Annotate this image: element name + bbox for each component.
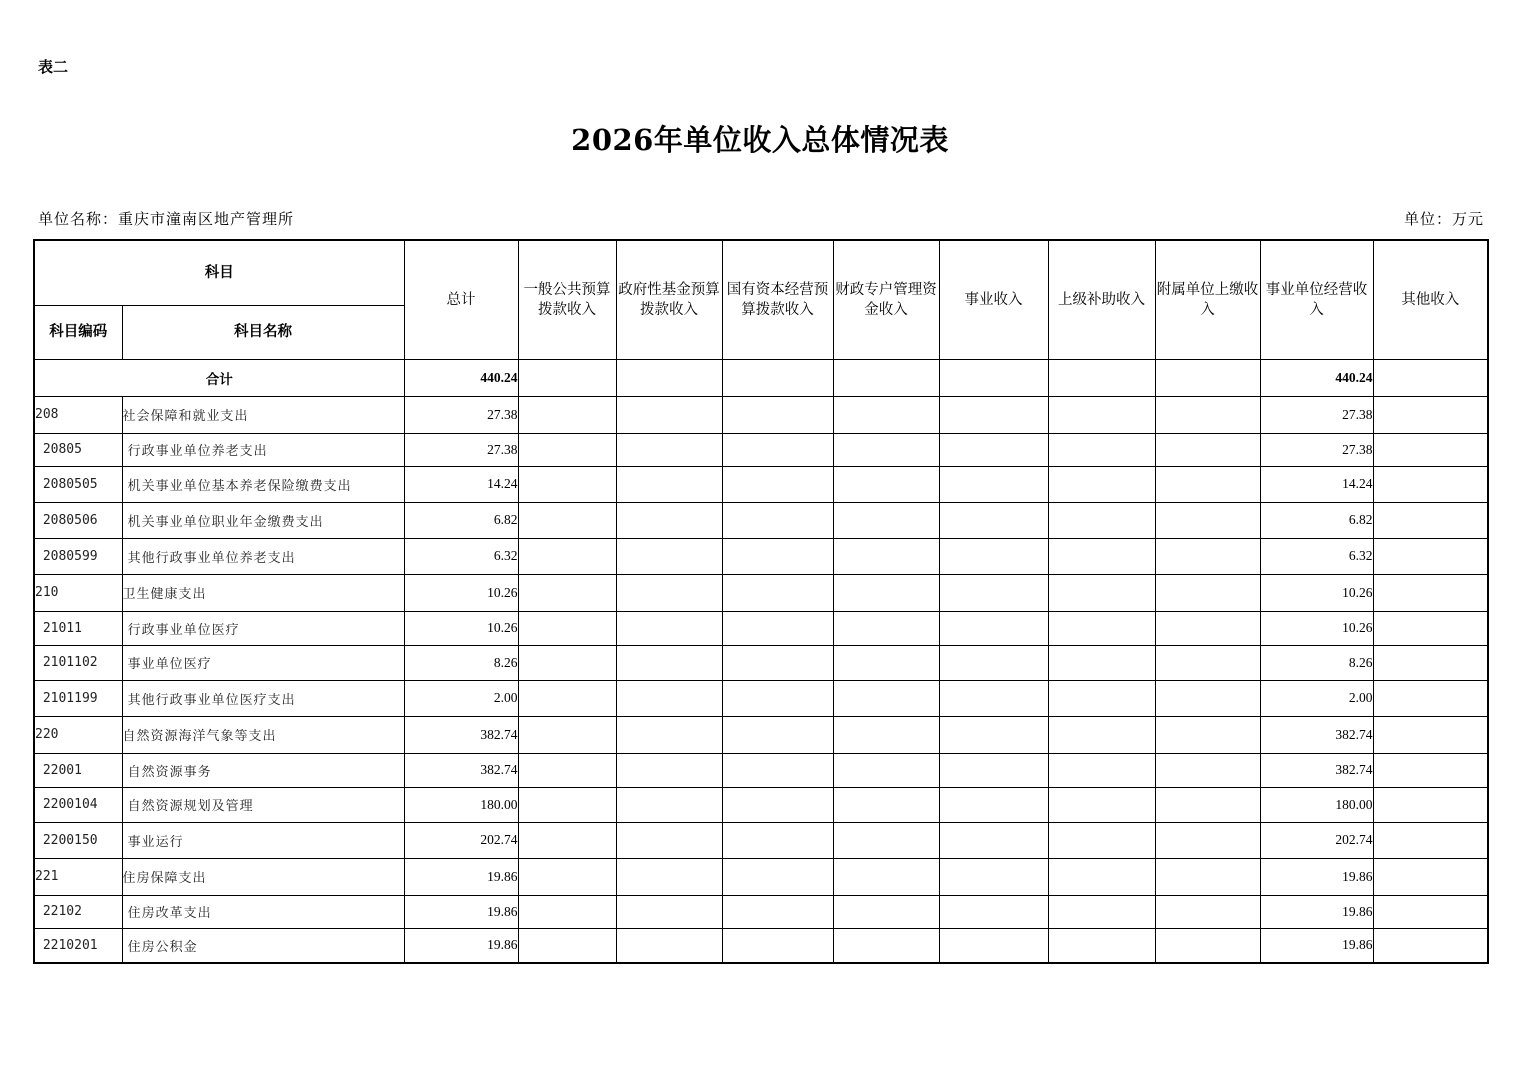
- total-row: [34, 359, 1488, 396]
- business-operation-cell: 14.24: [1260, 466, 1373, 502]
- empty-cell: [833, 822, 939, 858]
- empty-cell: [939, 502, 1048, 538]
- empty-cell: [1155, 645, 1260, 680]
- empty-cell: [722, 822, 833, 858]
- empty-cell: [722, 611, 833, 645]
- empty-cell: [939, 611, 1048, 645]
- empty-cell: [1048, 680, 1155, 716]
- header-gov-fund: 政府性基金预算拨款收入: [616, 240, 722, 359]
- table-row: [34, 611, 1488, 645]
- empty-cell: [1155, 787, 1260, 822]
- empty-cell: [518, 611, 616, 645]
- header-business-operation: 事业单位经营收入: [1260, 240, 1373, 359]
- page-title: 2026年单位收入总体情况表: [571, 123, 949, 157]
- empty-cell: [1048, 538, 1155, 574]
- subject-name-cell: 自然资源事务: [122, 753, 404, 787]
- table-row: [34, 858, 1488, 895]
- empty-cell: [1155, 502, 1260, 538]
- empty-cell: [722, 787, 833, 822]
- total-cell: 27.38: [404, 396, 518, 433]
- empty-cell: [939, 433, 1048, 466]
- total-cell: 202.74: [404, 822, 518, 858]
- business-operation-cell: 382.74: [1260, 716, 1373, 753]
- table-row: [34, 680, 1488, 716]
- empty-cell: [939, 538, 1048, 574]
- business-operation-cell: 382.74: [1260, 753, 1373, 787]
- empty-cell: [722, 753, 833, 787]
- subject-name-cell: 行政事业单位养老支出: [122, 433, 404, 466]
- header-special-account: 财政专户管理资金收入: [833, 240, 939, 359]
- empty-cell: [939, 716, 1048, 753]
- empty-cell: [939, 466, 1048, 502]
- empty-cell: [1048, 466, 1155, 502]
- empty-cell: [722, 858, 833, 895]
- empty-cell: [1048, 822, 1155, 858]
- business-operation-cell: 19.86: [1260, 928, 1373, 963]
- empty-cell: [1048, 396, 1155, 433]
- empty-cell: [1155, 822, 1260, 858]
- subject-name-cell: 住房改革支出: [122, 895, 404, 928]
- subject-name-cell: 自然资源海洋气象等支出: [122, 716, 404, 753]
- empty-cell: [833, 466, 939, 502]
- table-row: [34, 502, 1488, 538]
- table-row: [34, 396, 1488, 433]
- empty-cell: [1048, 433, 1155, 466]
- empty-cell: [1373, 611, 1488, 645]
- total-cell: 6.82: [404, 502, 518, 538]
- empty-cell: [518, 858, 616, 895]
- empty-cell: [1048, 895, 1155, 928]
- total-cell: 180.00: [404, 787, 518, 822]
- subject-code-cell: 221: [34, 858, 122, 895]
- table-row: [34, 538, 1488, 574]
- business-operation-cell: 180.00: [1260, 787, 1373, 822]
- empty-cell: [1048, 858, 1155, 895]
- empty-cell: [1373, 716, 1488, 753]
- empty-cell: [833, 611, 939, 645]
- subject-name-cell: 自然资源规划及管理: [122, 787, 404, 822]
- empty-cell: [518, 753, 616, 787]
- empty-cell: [1048, 574, 1155, 611]
- subject-code-cell: 208: [34, 396, 122, 433]
- empty-cell: [616, 538, 722, 574]
- subject-name-cell: 社会保障和就业支出: [122, 396, 404, 433]
- empty-cell: [1048, 645, 1155, 680]
- empty-cell: [1373, 858, 1488, 895]
- empty-cell: [1373, 680, 1488, 716]
- table-row: [34, 787, 1488, 822]
- table-row: [34, 928, 1488, 963]
- empty-cell: [1155, 574, 1260, 611]
- total-cell: 382.74: [404, 716, 518, 753]
- empty-cell: [1373, 645, 1488, 680]
- subject-code-cell: 2080506: [34, 502, 122, 538]
- empty-cell: [939, 858, 1048, 895]
- subject-code-cell: 2200150: [34, 822, 122, 858]
- subject-code-cell: 2080599: [34, 538, 122, 574]
- total-cell: 2.00: [404, 680, 518, 716]
- empty-cell: [1373, 787, 1488, 822]
- empty-cell: [1373, 574, 1488, 611]
- header-affiliated-payment: 附属单位上缴收入: [1155, 240, 1260, 359]
- subject-code-cell: 220: [34, 716, 122, 753]
- empty-cell: [518, 928, 616, 963]
- subject-name-cell: 住房公积金: [122, 928, 404, 963]
- empty-cell: [722, 680, 833, 716]
- empty-cell: [518, 645, 616, 680]
- empty-cell: [833, 753, 939, 787]
- empty-cell: [616, 928, 722, 963]
- empty-cell: [1155, 928, 1260, 963]
- empty-cell: [833, 858, 939, 895]
- empty-cell: [1048, 928, 1155, 963]
- header-general-budget: 一般公共预算拨款收入: [518, 240, 616, 359]
- empty-cell: [1155, 396, 1260, 433]
- empty-cell: [1155, 611, 1260, 645]
- empty-cell: [1373, 753, 1488, 787]
- business-operation-cell: 8.26: [1260, 645, 1373, 680]
- subject-name-cell: 行政事业单位医疗: [122, 611, 404, 645]
- empty-cell: [1048, 611, 1155, 645]
- header-subject-name: 科目名称: [122, 305, 404, 359]
- empty-cell: [833, 538, 939, 574]
- empty-cell: [833, 574, 939, 611]
- subject-code-cell: 20805: [34, 433, 122, 466]
- table-row: [34, 645, 1488, 680]
- total-cell: 440.24: [404, 359, 518, 396]
- unit-name: 单位名称：重庆市潼南区地产管理所: [38, 210, 295, 228]
- subject-name-cell: 机关事业单位职业年金缴费支出: [122, 502, 404, 538]
- table-row: [34, 466, 1488, 502]
- total-business-operation-cell: 440.24: [1260, 359, 1373, 396]
- subject-name-cell: 卫生健康支出: [122, 574, 404, 611]
- empty-cell: [616, 716, 722, 753]
- empty-cell: [833, 433, 939, 466]
- business-operation-cell: 19.86: [1260, 895, 1373, 928]
- empty-cell: [1155, 895, 1260, 928]
- empty-cell: [939, 822, 1048, 858]
- table-row: [34, 822, 1488, 858]
- empty-cell: [1373, 396, 1488, 433]
- table-row: [34, 895, 1488, 928]
- income-table: [33, 239, 1489, 964]
- table-number: 表二: [38, 58, 69, 76]
- empty-cell: [1048, 716, 1155, 753]
- empty-cell: [616, 645, 722, 680]
- empty-cell: [616, 787, 722, 822]
- empty-cell: [1373, 538, 1488, 574]
- empty-cell: [518, 716, 616, 753]
- empty-cell: [939, 645, 1048, 680]
- empty-cell: [833, 502, 939, 538]
- subject-code-cell: 2200104: [34, 787, 122, 822]
- subject-code-cell: 2080505: [34, 466, 122, 502]
- total-label: 合计: [34, 359, 404, 396]
- business-operation-cell: 6.82: [1260, 502, 1373, 538]
- total-cell: 19.86: [404, 895, 518, 928]
- empty-cell: [939, 396, 1048, 433]
- total-cell: 27.38: [404, 433, 518, 466]
- subject-name-cell: 住房保障支出: [122, 858, 404, 895]
- empty-cell: [1155, 538, 1260, 574]
- business-operation-cell: 2.00: [1260, 680, 1373, 716]
- subject-code-cell: 2210201: [34, 928, 122, 963]
- business-operation-cell: 19.86: [1260, 858, 1373, 895]
- empty-cell: [1155, 716, 1260, 753]
- subject-name-cell: 其他行政事业单位医疗支出: [122, 680, 404, 716]
- empty-cell: [939, 680, 1048, 716]
- subject-name-cell: 其他行政事业单位养老支出: [122, 538, 404, 574]
- header-superior-subsidy: 上级补助收入: [1048, 240, 1155, 359]
- header-state-capital: 国有资本经营预算拨款收入: [722, 240, 833, 359]
- table-row: [34, 574, 1488, 611]
- empty-cell: [833, 787, 939, 822]
- empty-cell: [722, 928, 833, 963]
- empty-cell: [1155, 466, 1260, 502]
- empty-cell: [939, 574, 1048, 611]
- empty-cell: [833, 895, 939, 928]
- business-operation-cell: 202.74: [1260, 822, 1373, 858]
- total-cell: 10.26: [404, 611, 518, 645]
- header-subject: 科目: [34, 240, 404, 305]
- total-cell: 8.26: [404, 645, 518, 680]
- empty-cell: [616, 433, 722, 466]
- empty-cell: [1155, 858, 1260, 895]
- empty-cell: [616, 574, 722, 611]
- total-cell: 382.74: [404, 753, 518, 787]
- empty-cell: [722, 466, 833, 502]
- table-row: [34, 433, 1488, 466]
- header-other-income: 其他收入: [1373, 240, 1488, 359]
- header-total: 总计: [404, 240, 518, 359]
- empty-cell: [518, 466, 616, 502]
- empty-cell: [1373, 466, 1488, 502]
- subject-name-cell: 机关事业单位基本养老保险缴费支出: [122, 466, 404, 502]
- business-operation-cell: 6.32: [1260, 538, 1373, 574]
- subject-code-cell: 22001: [34, 753, 122, 787]
- empty-cell: [1373, 502, 1488, 538]
- empty-cell: [833, 680, 939, 716]
- empty-cell: [616, 680, 722, 716]
- empty-cell: [616, 858, 722, 895]
- empty-cell: [518, 433, 616, 466]
- empty-cell: [616, 502, 722, 538]
- currency-unit: 单位：万元: [1403, 210, 1484, 228]
- empty-cell: [722, 538, 833, 574]
- subject-code-cell: 2101102: [34, 645, 122, 680]
- subject-name-cell: 事业运行: [122, 822, 404, 858]
- subject-code-cell: 22102: [34, 895, 122, 928]
- empty-cell: [833, 645, 939, 680]
- empty-cell: [1155, 433, 1260, 466]
- subject-code-cell: 21011: [34, 611, 122, 645]
- empty-cell: [833, 396, 939, 433]
- total-cell: 6.32: [404, 538, 518, 574]
- subject-code-cell: 2101199: [34, 680, 122, 716]
- table-row: [34, 716, 1488, 753]
- empty-cell: [939, 753, 1048, 787]
- empty-cell: [833, 928, 939, 963]
- empty-cell: [722, 645, 833, 680]
- empty-cell: [518, 396, 616, 433]
- total-cell: 19.86: [404, 928, 518, 963]
- empty-cell: [1373, 433, 1488, 466]
- empty-cell: [722, 716, 833, 753]
- business-operation-cell: 10.26: [1260, 574, 1373, 611]
- empty-cell: [722, 502, 833, 538]
- total-cell: 10.26: [404, 574, 518, 611]
- total-cell: 14.24: [404, 466, 518, 502]
- empty-cell: [722, 396, 833, 433]
- empty-cell: [722, 895, 833, 928]
- empty-cell: [1048, 502, 1155, 538]
- empty-cell: [616, 611, 722, 645]
- empty-cell: [1373, 895, 1488, 928]
- business-operation-cell: 10.26: [1260, 611, 1373, 645]
- empty-cell: [518, 538, 616, 574]
- empty-cell: [518, 574, 616, 611]
- table-row: [34, 753, 1488, 787]
- empty-cell: [939, 895, 1048, 928]
- empty-cell: [1155, 680, 1260, 716]
- business-operation-cell: 27.38: [1260, 433, 1373, 466]
- empty-cell: [722, 433, 833, 466]
- empty-cell: [1048, 787, 1155, 822]
- empty-cell: [616, 466, 722, 502]
- total-cell: 19.86: [404, 858, 518, 895]
- header-subject-code: 科目编码: [34, 305, 122, 359]
- empty-cell: [1373, 928, 1488, 963]
- subject-name-cell: 事业单位医疗: [122, 645, 404, 680]
- empty-cell: [518, 822, 616, 858]
- header-business-income: 事业收入: [939, 240, 1048, 359]
- empty-cell: [518, 787, 616, 822]
- empty-cell: [939, 928, 1048, 963]
- empty-cell: [616, 895, 722, 928]
- subject-code-cell: 210: [34, 574, 122, 611]
- empty-cell: [939, 787, 1048, 822]
- empty-cell: [616, 396, 722, 433]
- empty-cell: [518, 895, 616, 928]
- empty-cell: [833, 716, 939, 753]
- business-operation-cell: 27.38: [1260, 396, 1373, 433]
- empty-cell: [1155, 753, 1260, 787]
- empty-cell: [616, 753, 722, 787]
- empty-cell: [1373, 822, 1488, 858]
- empty-cell: [616, 822, 722, 858]
- empty-cell: [518, 680, 616, 716]
- empty-cell: [1048, 753, 1155, 787]
- empty-cell: [722, 574, 833, 611]
- empty-cell: [518, 502, 616, 538]
